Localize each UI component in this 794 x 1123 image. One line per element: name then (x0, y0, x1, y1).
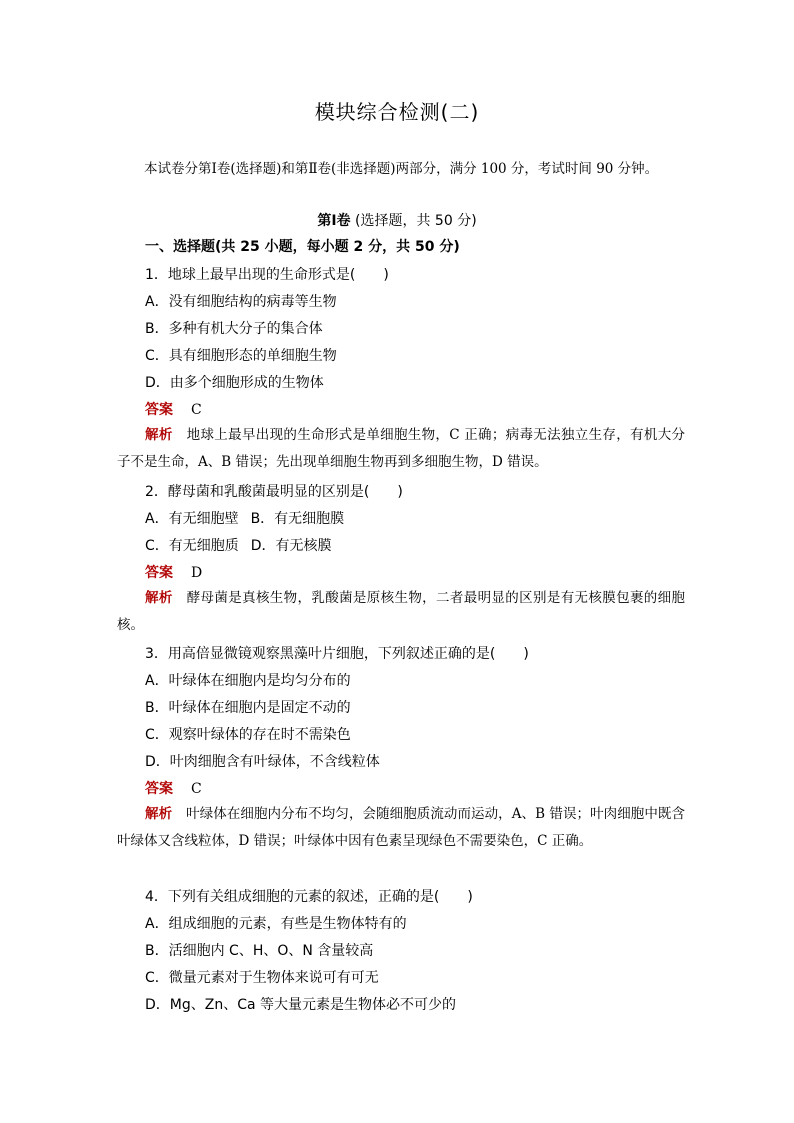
option-row (145, 535, 332, 557)
question-stem: 3．用高倍显微镜观察黑藻叶片细胞，下列叙述正确的是( ) (145, 646, 529, 662)
analysis-tag: 解析 (145, 427, 173, 443)
answer-value: C (191, 781, 202, 797)
part-heading: 一、选择题(共 25 小题，每小题 2 分，共 50 分) (145, 239, 460, 255)
analysis-paragraph (117, 801, 685, 855)
analysis-paragraph (117, 422, 685, 476)
exam-intro: 本试卷分第Ⅰ卷(选择题)和第Ⅱ卷(非选择题)两部分，满分 100 分，考试时间 90 分钟。 (144, 161, 659, 177)
option-a: A．有无细胞壁 (145, 511, 239, 527)
option-d: D．有无核膜 (250, 538, 332, 554)
section-heading-rest: (选择题，共 50 分) (355, 213, 477, 229)
question-stem: 1．地球上最早出现的生命形式是( ) (145, 267, 389, 283)
option-c: C．具有细胞形态的单细胞生物 (145, 348, 337, 364)
option-c: C．观察叶绿体的存在时不需染色 (145, 727, 351, 743)
analysis-text: 酵母菌是真核生物，乳酸菌是原核生物，二者最明显的区别是有无核膜包裹的细胞核。 (117, 590, 685, 633)
option-c: C．微量元素对于生物体来说可有可无 (145, 970, 379, 986)
analysis-paragraph (117, 585, 685, 639)
analysis-tag: 解析 (145, 590, 173, 606)
analysis-text: 叶绿体在细胞内分布不均匀，会随细胞质流动而运动，A、B 错误；叶肉细胞中既含叶绿体又含线粒体，D 错误；叶绿体中因有色素呈现绿色不需要染色，C 正确。 (117, 806, 685, 849)
option-b: B．叶绿体在细胞内是固定不动的 (145, 700, 351, 716)
analysis-text: 地球上最早出现的生命形式是单细胞生物，C 正确；病毒无法独立生存，有机大分子不是生命，A、B 错误；先出现单细胞生物再到多细胞生物，D 错误。 (117, 427, 686, 470)
question-stem: 2．酵母菌和乳酸菌最明显的区别是( ) (145, 484, 403, 500)
option-b: B．活细胞内 C、H、O、N 含量较高 (145, 943, 374, 959)
answer-line (145, 778, 202, 800)
option-d: D．Mg、Zn、Ca 等大量元素是生物体必不可少的 (145, 997, 457, 1013)
analysis-tag: 解析 (145, 806, 173, 822)
option-d: D．由多个细胞形成的生物体 (145, 375, 324, 391)
section-heading (0, 210, 794, 232)
answer-line (145, 562, 202, 584)
option-b: B．有无细胞膜 (250, 511, 345, 527)
answer-tag: 答案 (145, 402, 173, 418)
section-heading-bold: 第Ⅰ卷 (317, 213, 351, 229)
answer-tag: 答案 (145, 565, 173, 581)
answer-value: D (191, 565, 203, 581)
answer-line (145, 399, 202, 421)
answer-value: C (191, 402, 202, 418)
option-d: D．叶肉细胞含有叶绿体，不含线粒体 (145, 754, 380, 770)
option-row (145, 508, 344, 530)
option-a: A．叶绿体在细胞内是均匀分布的 (145, 673, 351, 689)
option-a: A．组成细胞的元素，有些是生物体特有的 (145, 916, 407, 932)
question-stem: 4．下列有关组成细胞的元素的叙述，正确的是( ) (145, 889, 473, 905)
option-a: A．没有细胞结构的病毒等生物 (145, 294, 337, 310)
answer-tag: 答案 (145, 781, 173, 797)
page-title: 模块综合检测(二) (314, 100, 480, 124)
option-c: C．有无细胞质 (145, 538, 239, 554)
option-b: B．多种有机大分子的集合体 (145, 321, 323, 337)
